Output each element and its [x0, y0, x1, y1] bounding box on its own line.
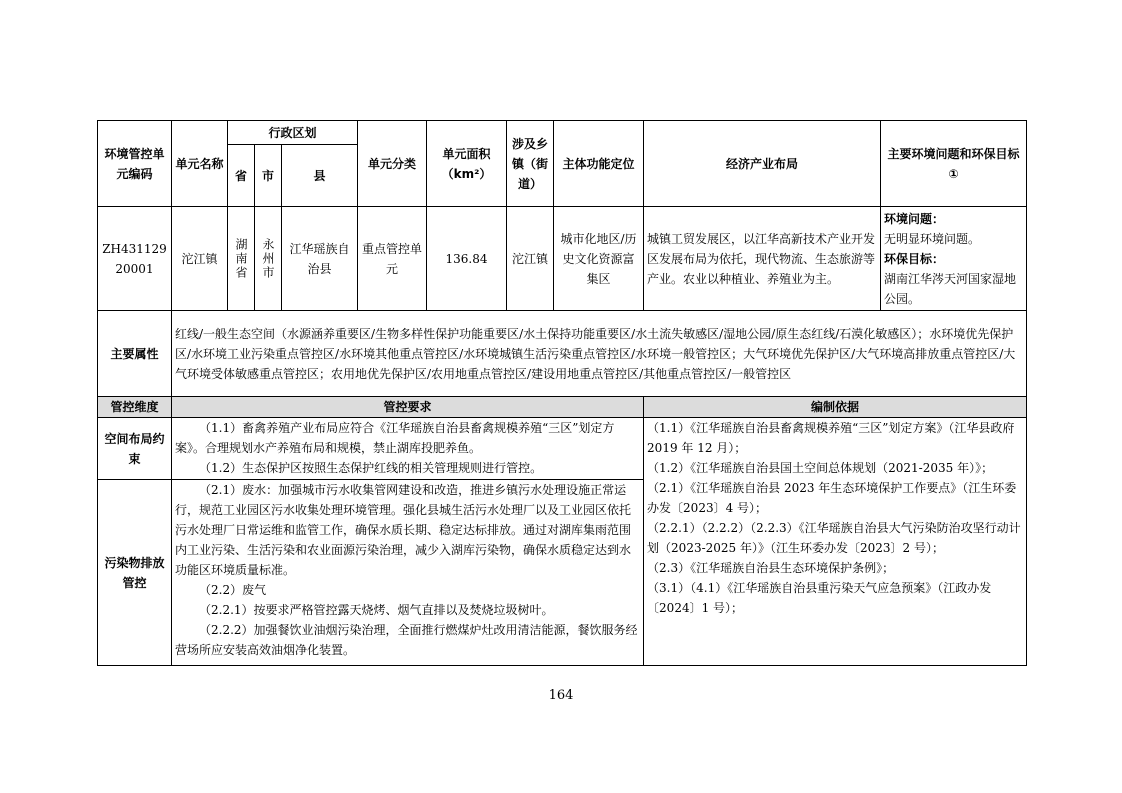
- header-function: 主体功能定位: [554, 121, 644, 207]
- basis-item-4: （2.2.1）（2.2.2）（2.2.3）《江华瑶族自治县大气污染防治攻坚行动计划（2023-2025 年）》（江生环委办发〔2023〕2 号）；: [647, 521, 1021, 555]
- spatial-req-1: （1.1）畜禽养殖产业布局应符合《江华瑶族自治县畜禽规模养殖“三区”划定方案》。合理规划水产养殖布局和规模，禁止湖库投肥养鱼。: [175, 421, 615, 455]
- header-towns: 涉及乡镇（街道）: [507, 121, 554, 207]
- header-name: 单元名称: [172, 121, 228, 207]
- header-admin-region: 行政区划: [228, 121, 358, 145]
- basis-item-3: （2.1）《江华瑶族自治县 2023 年生态环境保护工作要点》（江生环委办发〔2023〕4 号）；: [647, 481, 1017, 515]
- pollution-requirements: [172, 480, 644, 666]
- header-unit-type: 单元分类: [358, 121, 427, 207]
- header-city: 市: [255, 145, 282, 207]
- unit-function: 城市化地区/历史文化资源富集区: [554, 207, 644, 311]
- unit-area: 136.84: [427, 207, 507, 311]
- unit-problems-cell: [881, 207, 1027, 311]
- unit-code: ZH43112920001: [98, 207, 172, 311]
- basis-item-5: （2.3）《江华瑶族自治县生态环境保护条例》；: [647, 561, 895, 575]
- unit-province-cell: [228, 207, 255, 311]
- pollution-req-1: （2.1）废水：加强城市污水收集管网建设和改造，推进乡镇污水处理设施正常运行，规范工业园区污水收集处理环境管理。强化县城生活污水处理厂以及工业园区依托污水处理厂日常运维和监管工作，确保水质长期、稳定达标排放。通过对湖库集雨范围内工业污染、生活污染和农业面源污染治理，减少入湖库污染物，确保水质稳定达到水功能区环境质量标准。: [175, 483, 632, 577]
- goal-label: 环保目标：: [884, 251, 945, 266]
- control-dimension-header: 管控维度: [98, 397, 172, 418]
- basis-item-6: （3.1）（4.1）《江华瑶族自治县重污染天气应急预案》（江政办发〔2024〕1 号）；: [647, 581, 992, 615]
- header-problems: 主要环境问题和环保目标①: [881, 121, 1027, 207]
- unit-industry: 城镇工贸发展区，以江华高新技术产业开发区发展布局为依托，现代物流、生态旅游等产业。农业以种植业、养殖业为主。: [644, 207, 881, 311]
- attributes-label: 主要属性: [98, 311, 172, 397]
- spatial-req-2: （1.2）生态保护区按照生态保护红线的相关管理规则进行管控。: [199, 461, 543, 475]
- pollution-label: 污染物排放管控: [98, 480, 172, 666]
- header-area: 单元面积（km²）: [427, 121, 507, 207]
- problem-label: 环境问题：: [884, 211, 945, 226]
- unit-name: 沱江镇: [172, 207, 228, 311]
- pollution-req-3: （2.2.1）按要求严格管控露天烧烤、烟气直排以及焚烧垃圾树叶。: [199, 603, 554, 617]
- problem-text: 无明显环境问题。: [884, 231, 981, 246]
- basis-header: 编制依据: [644, 397, 1027, 418]
- header-province: 省: [228, 145, 255, 207]
- spatial-label: 空间布局约束: [98, 418, 172, 480]
- header-code: 环境管控单元编码: [98, 121, 172, 207]
- basis-item-1: （1.1）《江华瑶族自治县畜禽规模养殖“三区”划定方案》（江华县政府 2019 年 12 月）；: [647, 421, 1015, 455]
- attributes-text: 红线/一般生态空间（水源涵养重要区/生物多样性保护功能重要区/水土保持功能重要区/水土流失敏感区/湿地公园/原生态红线/石漠化敏感区）；水环境优先保护区/水环境工业污染重点管控区/水环境其他重点管控区/水环境城镇生活污染重点管控区/水环境一般管控区；大气环境优先保护区/大气环境高排放重点管控区/大气环境受体敏感重点管控区；农用地优先保护区/农用地重点管控区/建设用地重点管控区/其他重点管控区/一般管控区: [172, 311, 1027, 397]
- unit-city-cell: [255, 207, 282, 311]
- header-industry: 经济产业布局: [644, 121, 881, 207]
- unit-county: 江华瑶族自治县: [282, 207, 358, 311]
- basis-list: [644, 418, 1027, 666]
- page-number: 164: [548, 688, 574, 703]
- spatial-requirements: [172, 418, 644, 480]
- unit-city: 永州市: [261, 237, 275, 280]
- pollution-req-2: （2.2）废气: [199, 583, 267, 597]
- pollution-req-4: （2.2.2）加强餐饮业油烟污染治理，全面推行燃煤炉灶改用清洁能源，餐饮服务经营场所应安装高效油烟净化装置。: [175, 623, 638, 657]
- control-requirements-header: 管控要求: [172, 397, 644, 418]
- header-county: 县: [282, 145, 358, 207]
- unit-towns: 沱江镇: [507, 207, 554, 311]
- basis-item-2: （1.2）《江华瑶族自治县国土空间总体规划（2021-2035 年）》；: [647, 461, 994, 475]
- unit-type: 重点管控单元: [358, 207, 427, 311]
- control-unit-table: [97, 120, 1027, 666]
- unit-province: 湖南省: [234, 237, 248, 280]
- goal-text: 湖南江华涔天河国家湿地公园。: [884, 271, 1017, 306]
